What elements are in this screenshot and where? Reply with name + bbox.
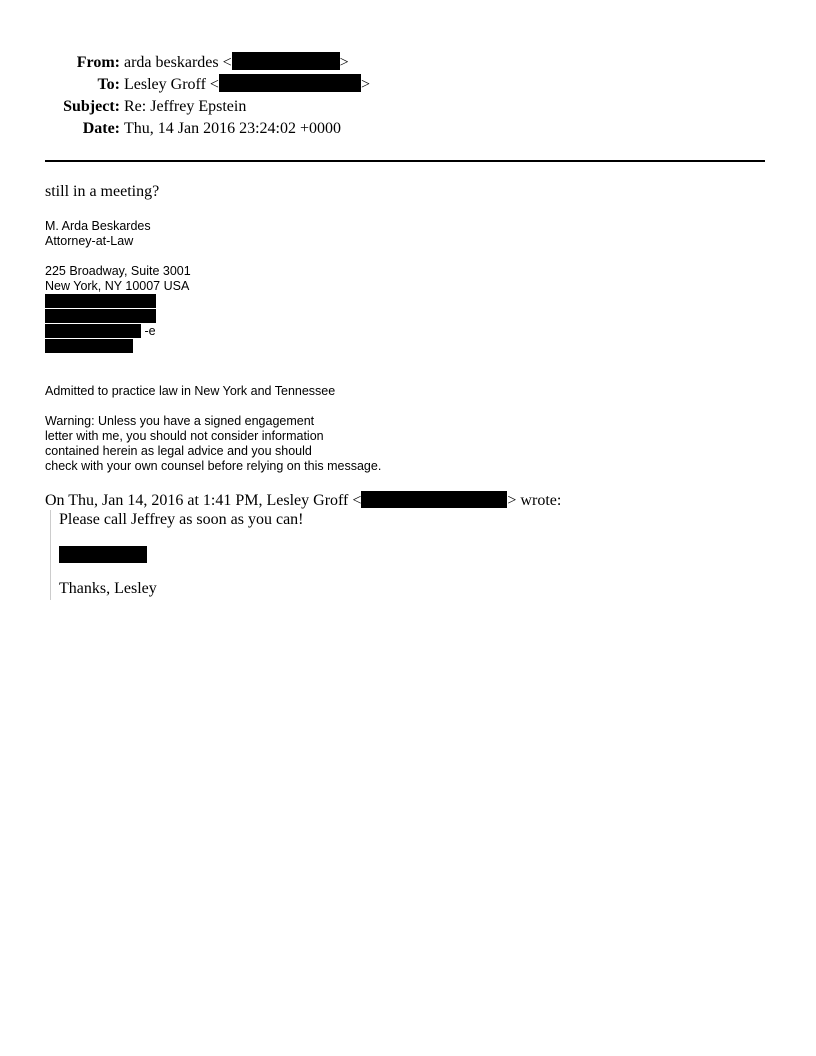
signature-name: M. Arda Beskardes: [45, 219, 151, 233]
redacted-email-from: [232, 52, 340, 70]
redacted-contact-2: [45, 309, 156, 323]
quote-intro-prefix: On Thu, Jan 14, 2016 at 1:41 PM, Lesley Groff <: [45, 492, 362, 509]
signature-title: Attorney-at-Law: [45, 234, 134, 248]
to-label: To:: [97, 76, 120, 93]
signature-address: [45, 264, 191, 354]
date-value: Thu, 14 Jan 2016 23:24:02 +0000: [124, 120, 342, 137]
signature-block: [45, 219, 151, 249]
legal-warning: [45, 414, 381, 474]
redacted-contact-4: [45, 339, 133, 353]
date-label: Date:: [82, 120, 120, 137]
from-value: [124, 52, 349, 74]
to-name: Lesley Groff: [124, 76, 206, 93]
quoted-closing: Thanks, Lesley: [59, 580, 157, 597]
address-line-1: 225 Broadway, Suite 3001: [45, 264, 191, 278]
warning-line-1: Warning: Unless you have a signed engagement: [45, 414, 315, 428]
to-close-bracket: >: [360, 76, 370, 93]
from-open-bracket: <: [222, 54, 232, 71]
quote-intro-suffix: > wrote:: [507, 492, 562, 509]
redacted-email-quoted: [361, 491, 507, 508]
quoted-line-1: Please call Jeffrey as soon as you can!: [59, 511, 304, 528]
warning-line-3: contained herein as legal advice and you should: [45, 444, 312, 458]
redacted-contact-1: [45, 294, 156, 308]
redacted-email-to: [219, 74, 361, 92]
message-body: still in a meeting?: [45, 183, 160, 200]
quoted-message: [50, 510, 459, 600]
from-label: From:: [76, 54, 120, 71]
header-divider: [45, 160, 765, 162]
redacted-contact-3: [45, 324, 141, 338]
quote-attribution: [45, 491, 561, 511]
subject-value: Re: Jeffrey Epstein: [124, 98, 247, 115]
redacted-contact-3-row: [45, 324, 191, 339]
from-name: arda beskardes: [124, 54, 219, 71]
admitted-note: Admitted to practice law in New York and Tennessee: [45, 384, 336, 398]
to-open-bracket: <: [209, 76, 219, 93]
address-line-2: New York, NY 10007 USA: [45, 279, 190, 293]
warning-line-4: check with your own counsel before relying on this message.: [45, 459, 382, 473]
from-close-bracket: >: [339, 54, 349, 71]
subject-label: Subject:: [63, 98, 120, 115]
redacted-suffix: -e: [144, 324, 156, 338]
warning-line-2: letter with me, you should not consider information: [45, 429, 324, 443]
redacted-quoted-signature: [59, 546, 147, 563]
to-value: [124, 74, 370, 96]
